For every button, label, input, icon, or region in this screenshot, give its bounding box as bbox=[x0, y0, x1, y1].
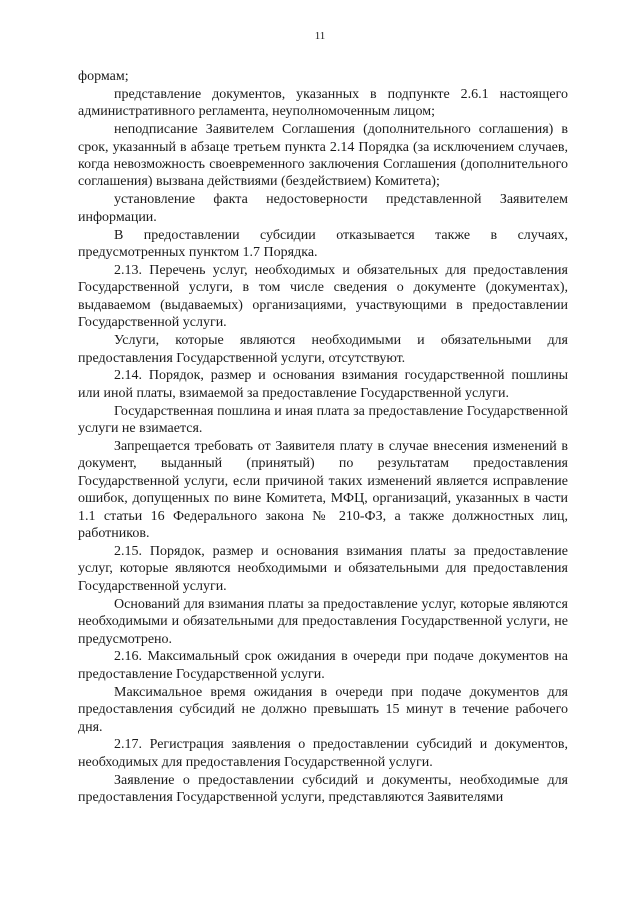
paragraph: 2.15. Порядок, размер и основания взимания платы за предоставление услуг, которые являются необходимыми и обязательными для предоставления Государственной услуги. bbox=[78, 543, 568, 594]
paragraph: формам; bbox=[78, 69, 129, 84]
page-number: 11 bbox=[314, 30, 326, 42]
paragraph: Заявление о предоставлении субсидий и документы, необходимые для предоставления Государственной услуги, представляются Заявителями bbox=[78, 772, 568, 806]
paragraph: представление документов, указанных в подпункте 2.6.1 настоящего административного регламента, неуполномоченным лицом; bbox=[78, 86, 568, 120]
paragraph: 2.16. Максимальный срок ожидания в очереди при подаче документов на предоставление Государственной услуги. bbox=[78, 649, 568, 682]
paragraph: 2.17. Регистрация заявления о предоставлении субсидий и документов, необходимых для предоставления Государственной услуги. bbox=[78, 737, 568, 770]
paragraph: Запрещается требовать от Заявителя плату в случае внесения изменений в документ, выданный (принятый) по результатам предоставления Государственной услуги, если причиной таких изменений является исправление ошибок, допущенных по вине Комитета, МФЦ, организаций, указанных в части 1.1 статьи 16 Федерального закона № 210-ФЗ, а также должностных лиц, работников. bbox=[78, 439, 568, 542]
paragraph: В предоставлении субсидии отказывается также в случаях, предусмотренных пунктом 1.7 Порядка. bbox=[78, 227, 568, 261]
paragraph: 2.14. Порядок, размер и основания взимания государственной пошлины или иной платы, взимаемой за предоставление Государственной услуги. bbox=[78, 368, 568, 401]
document-body bbox=[78, 68, 568, 807]
paragraph: установление факта недостоверности представленной Заявителем информации. bbox=[78, 192, 568, 225]
paragraph: неподписание Заявителем Соглашения (дополнительного соглашения) в срок, указанный в абзаце третьем пункта 2.14 Порядка (за исключением случаев, когда невозможность своевременного заключения Соглашения (дополнительного соглашения) вызвана действиями (бездействием) Комитета); bbox=[78, 122, 568, 190]
paragraph: Государственная пошлина и иная плата за предоставление Государственной услуги не взимается. bbox=[78, 403, 568, 437]
paragraph: Оснований для взимания платы за предоставление услуг, которые являются необходимыми и обязательными для предоставления Государственной услуги, не предусмотрено. bbox=[78, 596, 568, 647]
paragraph: Максимальное время ожидания в очереди при подаче документов для предоставления субсидий не должно превышать 15 минут в течение рабочего дня. bbox=[78, 684, 568, 735]
paragraph: Услуги, которые являются необходимыми и обязательными для предоставления Государственной услуги, отсутствуют. bbox=[78, 333, 568, 366]
paragraph: 2.13. Перечень услуг, необходимых и обязательных для предоставления Государственной услуги, в том числе сведения о документе (документах), выдаваемом (выдаваемых) организациями, участвующими в предоставлении Государственной услуги. bbox=[78, 262, 568, 331]
